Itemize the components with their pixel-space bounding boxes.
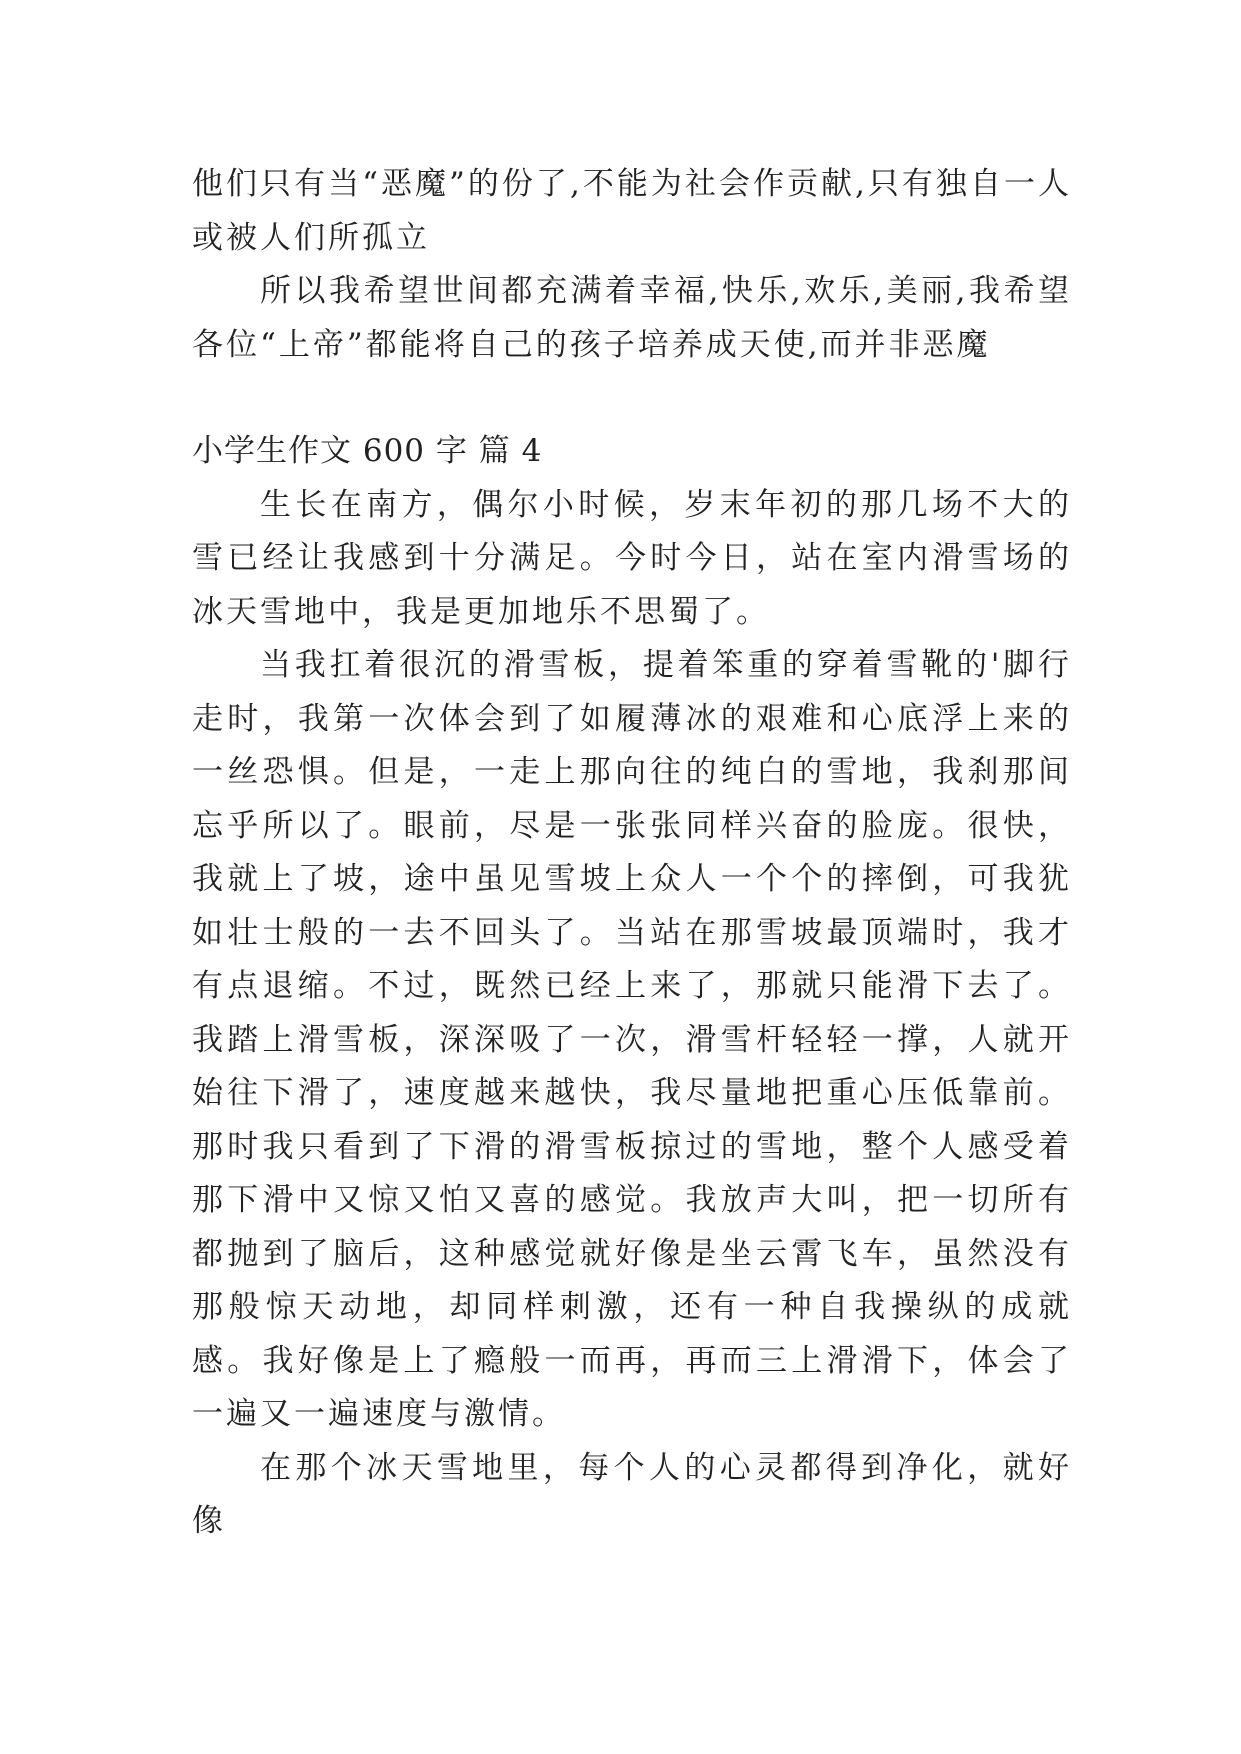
paragraph: 所以我希望世间都充满着幸福,快乐,欢乐,美丽,我希望各位“上帝”都能将自己的孩子培养成天使,而并非恶魔 (192, 273, 1072, 363)
document-body (192, 158, 1072, 1549)
section-heading: 小学生作文 600 字 篇 4 (192, 433, 543, 469)
paragraph: 在那个冰天雪地里，每个人的心灵都得到净化，就好像 (192, 1449, 1072, 1539)
paragraph: 生长在南方，偶尔小时候，岁末年初的那几场不大的雪已经让我感到十分满足。今时今日，站在室内滑雪场的冰天雪地中，我是更加地乐不思蜀了。 (192, 486, 1072, 630)
paragraph-continued: 他们只有当“恶魔”的份了,不能为社会作贡献,只有独自一人或被人们所孤立 (192, 166, 1072, 256)
paragraph: 当我扛着很沉的滑雪板，提着笨重的穿着雪靴的'脚行走时，我第一次体会到了如履薄冰的艰难和心底浮上来的一丝恐惧。但是，一走上那向往的纯白的雪地，我刹那间忘乎所以了。眼前，尽是一张张同样兴奋的脸庞。很快，我就上了坡，途中虽见雪坡上众人一个个的摔倒，可我犹如壮士般的一去不回头了。当站在那雪坡最顶端时，我才有点退缩。不过，既然已经上来了，那就只能滑下去了。我踏上滑雪板，深深吸了一次，滑雪杆轻轻一撑，人就开始往下滑了，速度越来越快，我尽量地把重心压低靠前。那时我只看到了下滑的滑雪板掠过的雪地，整个人感受着那下滑中又惊又怕又喜的感觉。我放声大叫，把一切所有都抛到了脑后，这种感觉就好像是坐云霄飞车，虽然没有那般惊天动地，却同样刺激，还有一种自我操纵的成就感。我好像是上了瘾般一而再，再而三上滑滑下，体会了一遍又一遍速度与激情。 (192, 647, 1072, 1432)
